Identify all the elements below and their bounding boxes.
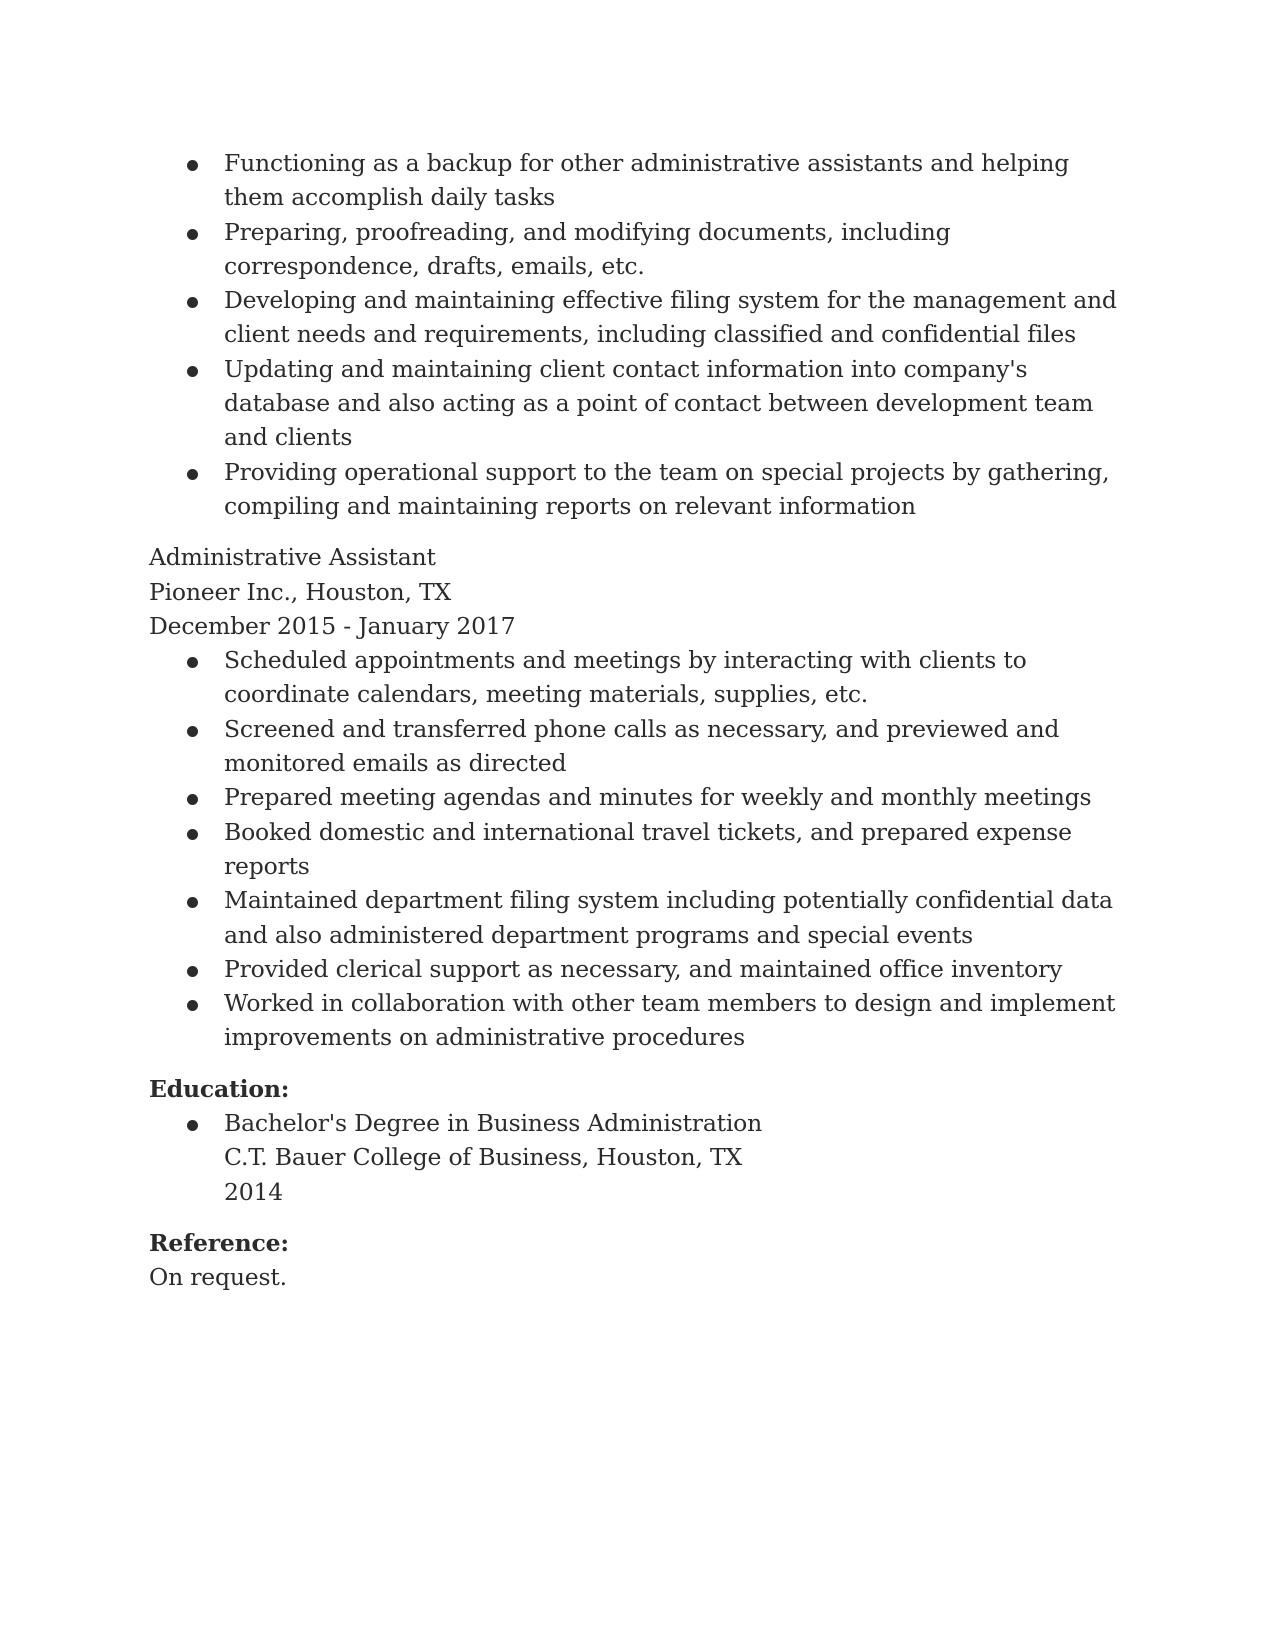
bullet-icon xyxy=(187,966,198,977)
job-company: Pioneer Inc., Houston, TX xyxy=(149,577,452,606)
list-item xyxy=(149,215,1129,284)
duty-text: Providing operational support to the team on special projects by gathering, compiling and maintaining reports on relevant information xyxy=(224,457,1110,520)
duty-text: Updating and maintaining client contact information into company's database and also acting as a point of contact between development team and clients xyxy=(224,354,1094,452)
reference-text: On request. xyxy=(149,1263,287,1292)
duty-text: Scheduled appointments and meetings by interacting with clients to coordinate calendars, meeting materials, supplies, etc. xyxy=(224,646,1027,709)
previous-job-duties-list xyxy=(149,146,1129,523)
bullet-icon xyxy=(187,829,198,840)
spacer xyxy=(149,1055,1129,1072)
bullet-icon xyxy=(187,657,198,668)
list-item xyxy=(149,455,1129,524)
list-item xyxy=(149,146,1129,215)
duty-text: Functioning as a backup for other administrative assistants and helping them accomplish daily tasks xyxy=(224,149,1070,212)
list-item xyxy=(149,643,1129,712)
bullet-icon xyxy=(187,229,198,240)
bullet-icon xyxy=(187,160,198,171)
duty-text: Developing and maintaining effective filing system for the management and client needs and requirements, including classified and confidential files xyxy=(224,286,1117,349)
list-item xyxy=(149,986,1129,1055)
job-duties-list xyxy=(149,643,1129,1055)
resume-page-content xyxy=(149,146,1129,1295)
duty-text: Provided clerical support as necessary, and maintained office inventory xyxy=(224,954,1063,983)
list-item xyxy=(149,952,1129,986)
list-item xyxy=(149,883,1129,952)
job-title: Administrative Assistant xyxy=(149,543,436,572)
list-item xyxy=(149,815,1129,884)
bullet-icon xyxy=(187,297,198,308)
bullet-icon xyxy=(187,366,198,377)
duty-text: Worked in collaboration with other team members to design and implement improvements on administrative procedures xyxy=(224,989,1116,1052)
spacer xyxy=(149,523,1129,540)
list-item xyxy=(149,780,1129,814)
list-item xyxy=(149,712,1129,781)
duty-text: Screened and transferred phone calls as necessary, and previewed and monitored emails as directed xyxy=(224,714,1060,778)
list-item xyxy=(149,352,1129,455)
bullet-icon xyxy=(187,1000,198,1011)
bullet-icon xyxy=(187,469,198,480)
duty-text: Prepared meeting agendas and minutes for weekly and monthly meetings xyxy=(224,783,1092,812)
bullet-icon xyxy=(187,897,198,908)
degree-name: Bachelor's Degree in Business Administration xyxy=(224,1109,763,1138)
education-list xyxy=(149,1106,1129,1209)
list-item xyxy=(149,1106,1129,1209)
bullet-icon xyxy=(187,1120,198,1131)
list-item xyxy=(149,283,1129,352)
spacer xyxy=(149,1209,1129,1226)
education-heading: Education: xyxy=(149,1074,290,1103)
school-name: C.T. Bauer College of Business, Houston, TX xyxy=(224,1143,742,1172)
bullet-icon xyxy=(187,726,198,737)
duty-text: Booked domestic and international travel tickets, and prepared expense reports xyxy=(224,817,1072,880)
duty-text: Preparing, proofreading, and modifying documents, including correspondence, drafts, emails, etc. xyxy=(224,217,951,280)
reference-heading: Reference: xyxy=(149,1228,289,1257)
duty-text: Maintained department filing system including potentially confidential data and also administered department programs and special events xyxy=(224,886,1113,949)
graduation-year: 2014 xyxy=(224,1177,284,1206)
job-dates: December 2015 - January 2017 xyxy=(149,611,516,640)
bullet-icon xyxy=(187,794,198,805)
